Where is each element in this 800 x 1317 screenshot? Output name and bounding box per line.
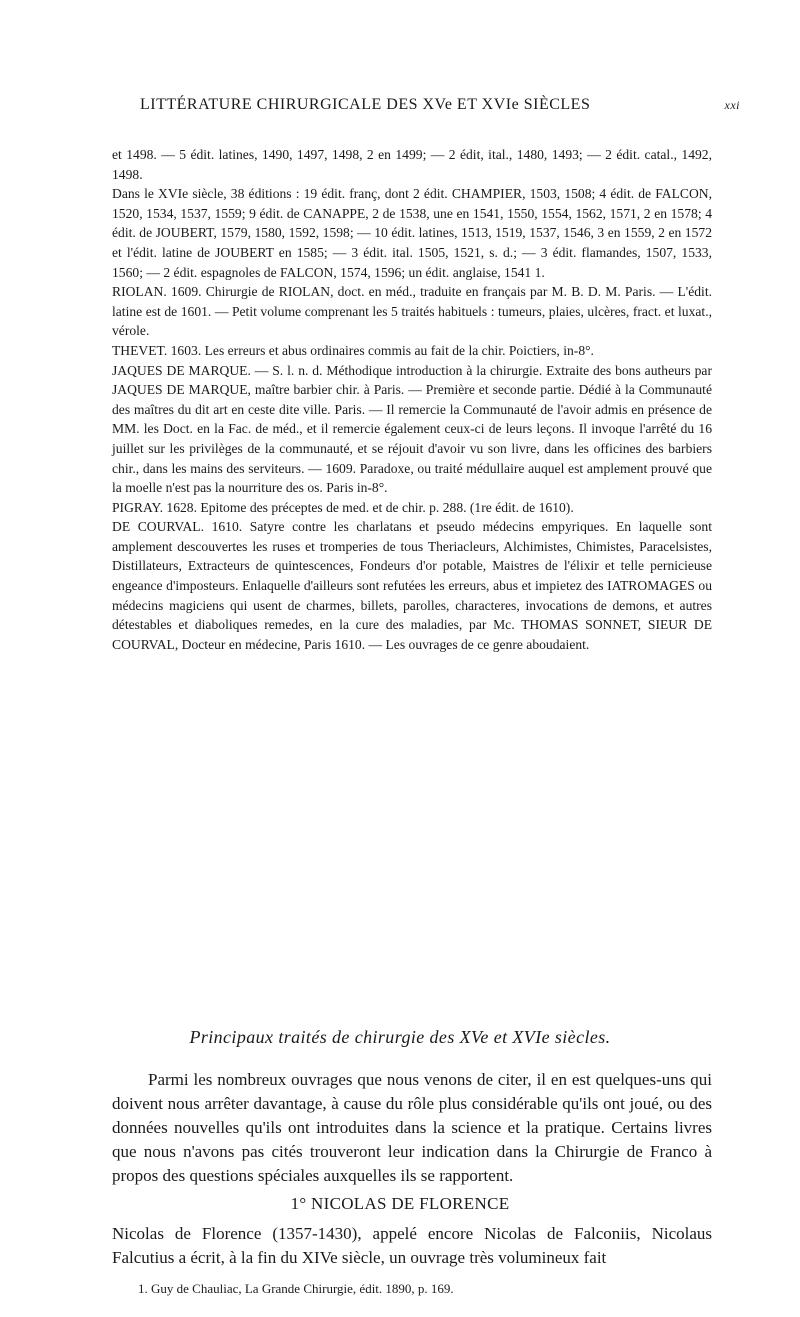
page-folio: xxi	[724, 98, 740, 112]
subsection-body	[112, 1222, 712, 1270]
running-header	[140, 96, 740, 114]
bibliography-list	[112, 145, 712, 654]
bibliography-entry: et 1498. — 5 édit. latines, 1490, 1497, 1498, 2 en 1499; — 2 édit, ital., 1480, 1493; — 2 édit. catal., 1492, 1498.	[112, 147, 712, 182]
bibliography-entry: THEVET. 1603. Les erreurs et abus ordinaires commis au fait de la chir. Poictiers, in-8°.	[112, 342, 594, 358]
subsection-paragraph: Nicolas de Florence (1357-1430), appelé encore Nicolas de Falconiis, Nicolaus Falcutius a écrit, à la fin du XIVe siècle, un ouvrage très volumineux fait	[112, 1224, 712, 1267]
section-title: Principaux traités de chirurgie des XVe et XVIe siècles.	[189, 1027, 611, 1047]
footnote: 1. Guy de Chauliac, La Grande Chirurgie, édit. 1890, p. 169.	[138, 1281, 454, 1296]
bibliography-entry: JAQUES DE MARQUE. — S. l. n. d. Méthodique introduction à la chirurgie. Extraite des bons autheurs par JAQUES DE MARQUE, maître barbier chir. à Paris. — Première et seconde partie. Dédié à la Communauté des maîtres du dit art en ceste dite ville. Paris. — Il remercie la Communauté de l'avoir admis en présence de MM. les Doct. en la Fac. de méd., et il remercie également ceux-ci de leurs leçons. Il invoque l'arrêté du 16 juillet sur les privilèges de la communauté, et se réjouit d'avoir vu son livre, dans les officines des barbiers chir., dans les mains des serviteurs. — 1609. Paradoxe, ou traité médullaire auquel est amplement prouvé que la moelle n'est pas la nourriture des os. Paris in-8°.	[112, 362, 712, 496]
subsection-heading: 1° NICOLAS DE FLORENCE	[290, 1194, 510, 1213]
body-paragraph: Parmi les nombreux ouvrages que nous venons de citer, il en est quelques-uns qui doivent nous arrêter davantage, à cause du rôle plus considérable qu'ils ont joué, ou des données nouvelles qu'ils ont introduites dans la science et la pratique. Certains livres que nous n'avons pas cités trouveront leur indication dans la Chirurgie de Franco à propos des questions spéciales auxquelles ils se rapportent.	[112, 1070, 712, 1185]
body-text	[112, 1068, 712, 1188]
bibliography-entry: Dans le XVIe siècle, 38 éditions : 19 édit. franç, dont 2 édit. CHAMPIER, 1503, 1508; 4 édit. de FALCON, 1520, 1534, 1537, 1559; 9 édit. de CANAPPE, 2 de 1538, une en 1541, 1550, 1554, 1562, 1571, 2 en 1578; 4 édit. de JOUBERT, 1579, 1580, 1592, 1598; — 10 édit. latines, 1513, 1519, 1537, 1546, 3 en 1559, 2 en 1572 et l'édit. latine de JOUBERT en 1585; — 3 édit. ital. 1505, 1521, s. d.; — 3 édit. flamandes, 1507, 1533, 1560; — 2 édit. espagnoles de FALCON, 1574, 1596; un édit. anglaise, 1541 1.	[112, 186, 712, 280]
running-title: LITTÉRATURE CHIRURGICALE DES XVe ET XVIe SIÈCLES	[140, 96, 591, 113]
bibliography-entry: DE COURVAL. 1610. Satyre contre les charlatans et pseudo médecins empyriques. En laquelle sont amplement descouvertes les ruses et tromperies de tous Theriacleurs, Alchimistes, Chimistes, Paracelsistes, Distillateurs, Extracteurs de quintescences, Fondeurs d'or potable, Maistres de l'élixir et telle pernicieuse engeance d'imposteurs. Enlaquelle d'ailleurs sont refutées les erreurs, abus et impietez des IATROMAGES ou médecins magiciens qui usent de charmes, billets, parolles, characteres, invocations de demons, et autres détestables et diaboliques remedes, en la cure des maladies, par Mc. THOMAS SONNET, SIEUR DE COURVAL, Docteur en médecine, Paris 1610. — Les ouvrages de ce genre aboudaient.	[112, 519, 712, 652]
bibliography-entry: RIOLAN. 1609. Chirurgie de RIOLAN, doct. en méd., traduite en français par M. B. D. M. Paris. — L'édit. latine est de 1601. — Petit volume comprenant les 5 traités habituels : tumeurs, plaies, ulcères, fract. et luxat., vérole.	[112, 284, 712, 339]
bibliography-entry: PIGRAY. 1628. Epitome des préceptes de med. et de chir. p. 288. (1re édit. de 1610).	[112, 499, 574, 515]
